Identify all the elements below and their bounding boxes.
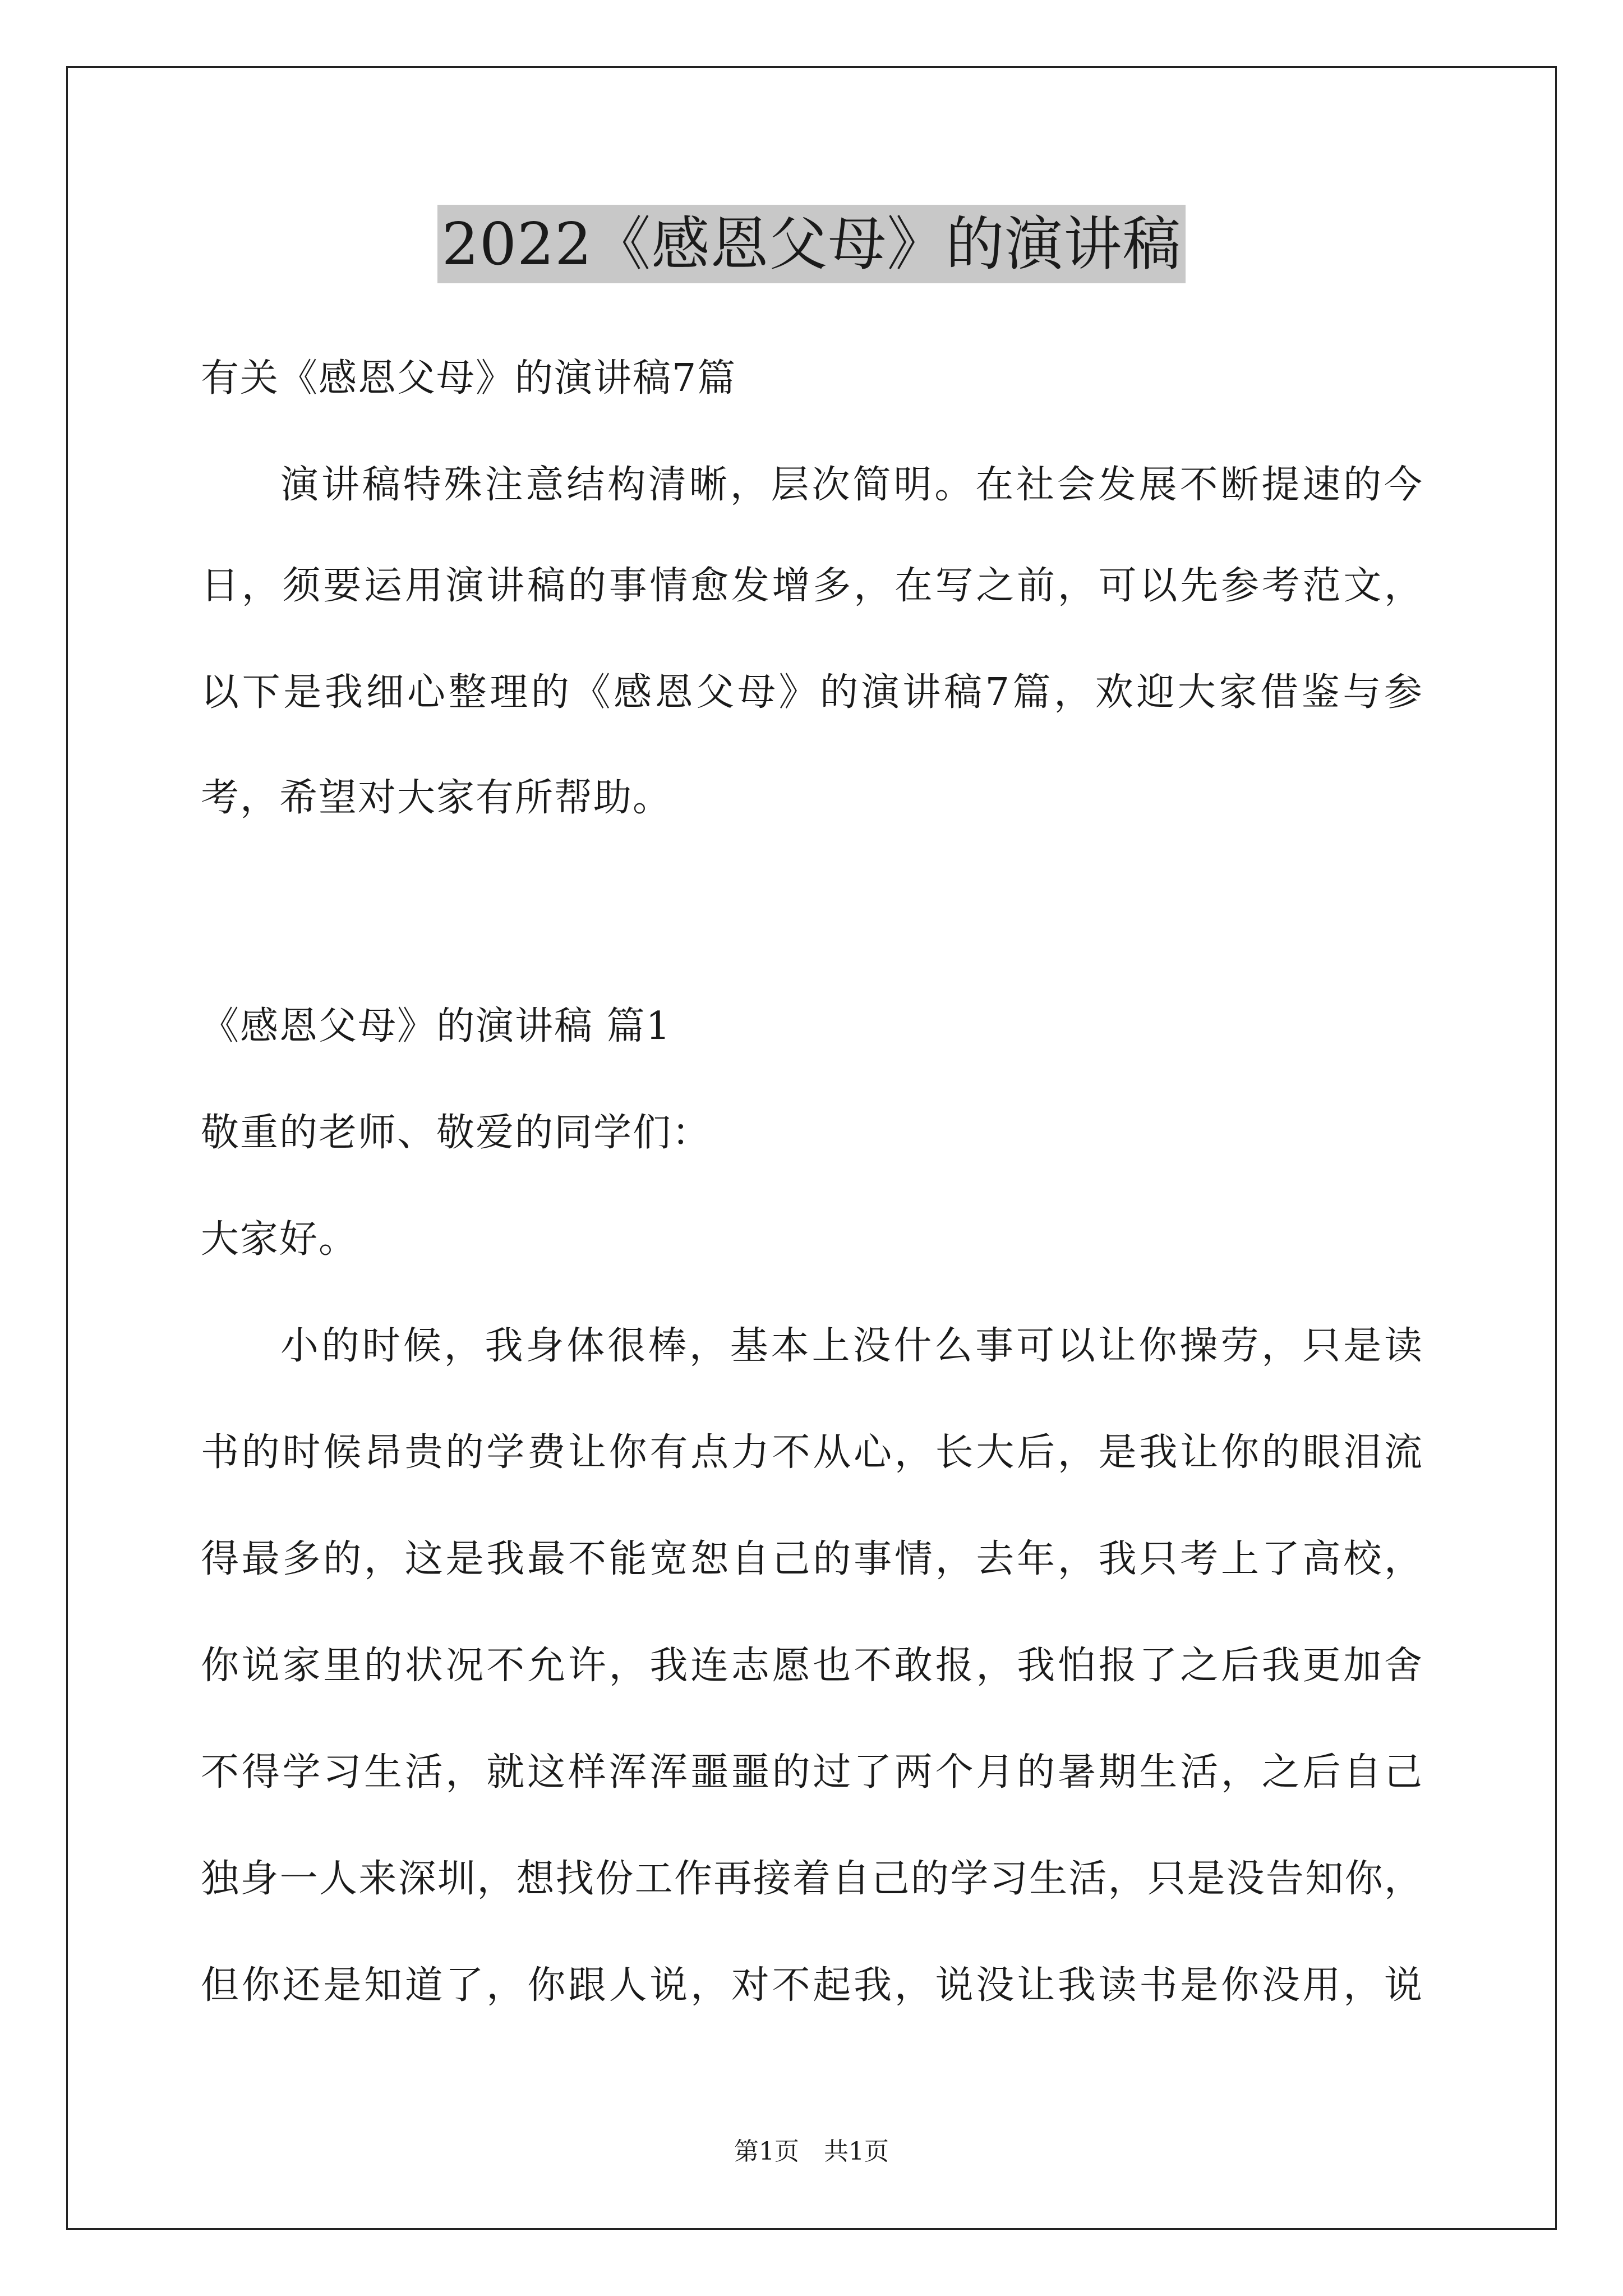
section-heading: 《感恩父母》的演讲稿 篇1 xyxy=(201,1004,671,1048)
body-line-4: 你说家里的状况不允许，我连志愿也不敢报，我怕报了之后我更加舍 xyxy=(201,1644,1423,1688)
intro-line-3: 以下是我细心整理的《感恩父母》的演讲稿7篇，欢迎大家借鉴与参 xyxy=(201,670,1423,715)
page-footer: 第1页 共1页 xyxy=(734,2137,889,2166)
salutation: 敬重的老师、敬爱的同学们： xyxy=(201,1111,712,1155)
title-container xyxy=(0,205,1623,283)
document-subtitle: 有关《感恩父母》的演讲稿7篇 xyxy=(201,356,737,401)
body-line-7: 但你还是知道了，你跟人说，对不起我，说没让我读书是你没用，说 xyxy=(201,1963,1423,2008)
document-title: 2022《感恩父母》的演讲稿 xyxy=(437,205,1186,283)
body-line-2: 书的时候昂贵的学费让你有点力不从心，长大后，是我让你的眼泪流 xyxy=(201,1430,1423,1475)
intro-line-2: 日，须要运用演讲稿的事情愈发增多，在写之前，可以先参考范文， xyxy=(201,564,1423,608)
body-line-6: 独身一人来深圳，想找份工作再接着自己的学习生活，只是没告知你， xyxy=(201,1857,1423,1901)
body-line-5: 不得学习生活，就这样浑浑噩噩的过了两个月的暑期生活，之后自己 xyxy=(201,1750,1423,1795)
body-line-3: 得最多的，这是我最不能宽恕自己的事情，去年，我只考上了高校， xyxy=(201,1537,1423,1581)
intro-line-1: 演讲稿特殊注意结构清晰，层次简明。在社会发展不断提速的今 xyxy=(280,463,1423,507)
intro-line-4: 考，希望对大家有所帮助。 xyxy=(201,776,672,820)
greeting: 大家好。 xyxy=(201,1217,358,1262)
body-line-1: 小的时候，我身体很棒，基本上没什么事可以让你操劳，只是读 xyxy=(280,1324,1423,1368)
